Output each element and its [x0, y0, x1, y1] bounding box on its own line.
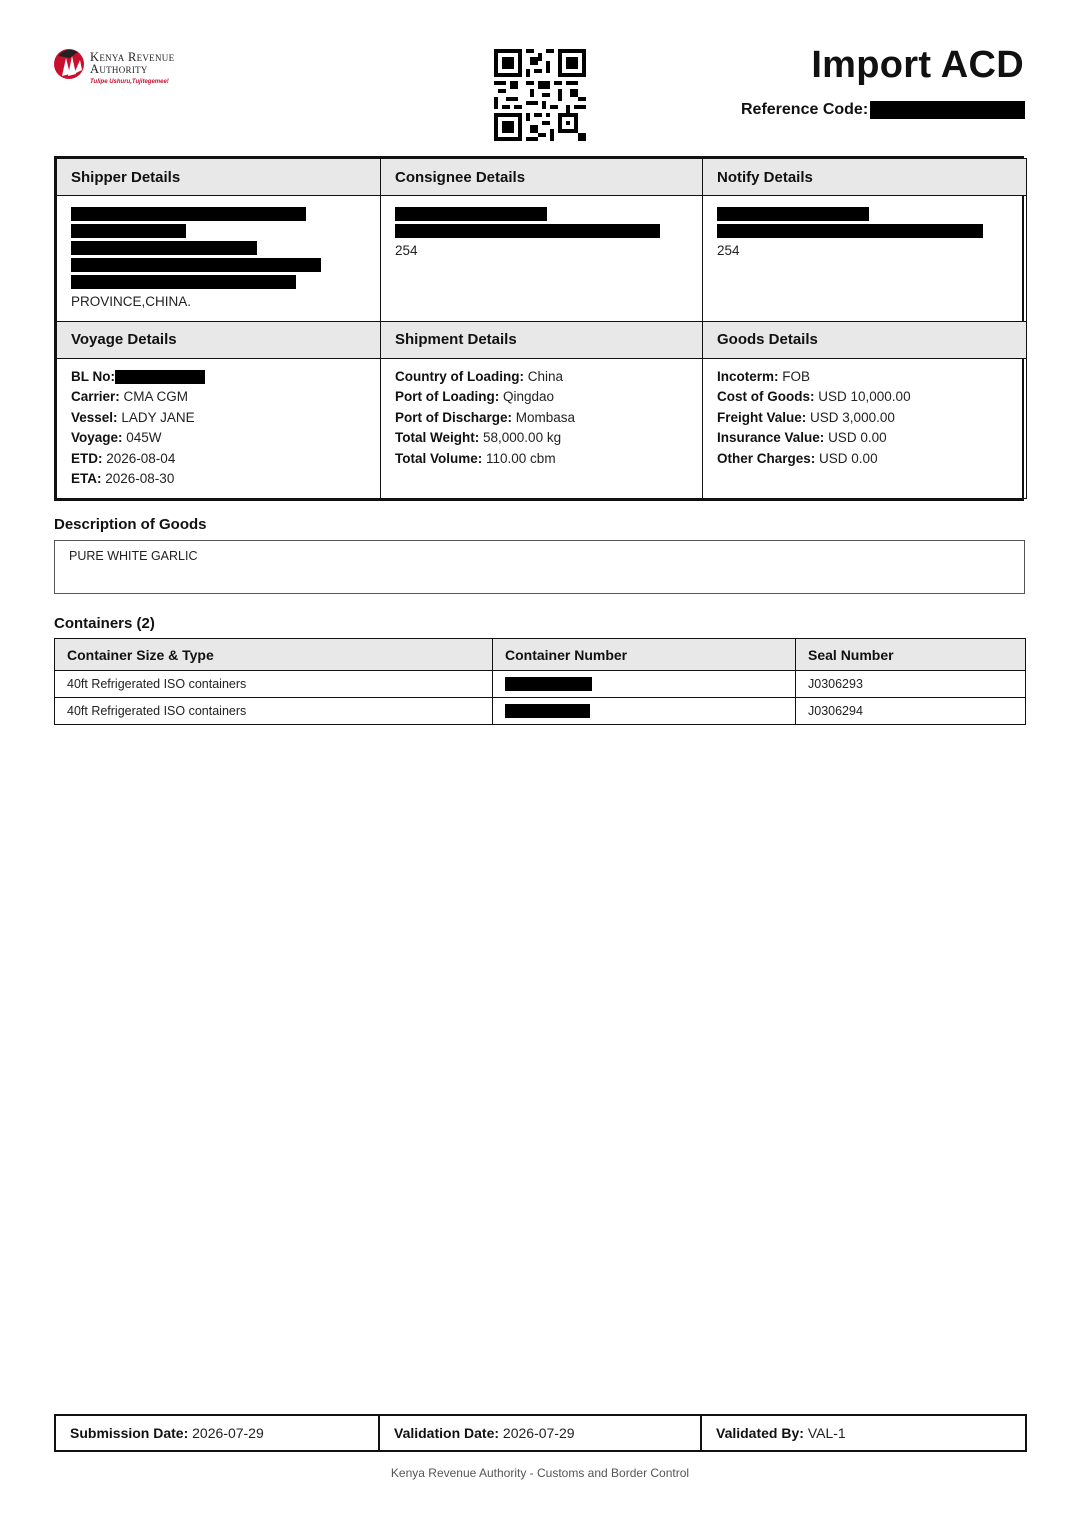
redacted-shipper-line [71, 224, 186, 238]
shipper-province: PROVINCE,CHINA. [71, 294, 192, 309]
incoterm: Incoterm: FOB [717, 368, 811, 384]
table-row [55, 671, 1026, 698]
total-weight: Total Weight: 58,000.00 kg [395, 430, 562, 445]
other-charges: Other Charges: USD 0.00 [717, 450, 878, 466]
shipment-heading: Shipment Details [381, 321, 703, 358]
voyage-details [57, 358, 381, 498]
bl-number: BL No: [71, 367, 366, 388]
notify-heading: Notify Details [703, 159, 1027, 196]
container-number [493, 671, 796, 698]
description-box [54, 540, 1025, 594]
redacted-consignee-line [395, 224, 660, 238]
consignee-details [381, 196, 703, 322]
table-row [55, 698, 1026, 725]
consignee-heading: Consignee Details [381, 159, 703, 196]
notify-details [703, 196, 1027, 322]
description-label: Description of Goods [54, 516, 207, 533]
freight-value: Freight Value: USD 3,000.00 [717, 409, 895, 425]
goods-details [703, 358, 1027, 498]
redacted-shipper-line [71, 258, 321, 272]
seal-number: J0306293 [796, 671, 1026, 698]
voyage-number: Voyage: 045W [71, 430, 162, 445]
reference-code-redacted [870, 101, 1025, 119]
vessel: Vessel: LADY JANE [71, 409, 195, 425]
details-grid [54, 156, 1024, 501]
redacted-notify-line [717, 207, 869, 221]
validation-footer [54, 1414, 1027, 1452]
organization-footer: Kenya Revenue Authority - Customs and Border Control [390, 1466, 690, 1480]
validated-by: Validated By: VAL-1 [701, 1415, 1026, 1451]
document-title: Import ACD [811, 44, 1024, 86]
carrier: Carrier: CMA CGM [71, 389, 189, 404]
etd: ETD: 2026-08-04 [71, 450, 176, 466]
redacted-bl [115, 370, 205, 384]
qr-code [494, 49, 586, 141]
seal-number: J0306294 [796, 698, 1026, 725]
redacted-notify-line [717, 224, 983, 238]
container-number [493, 698, 796, 725]
redacted-shipper-line [71, 275, 296, 289]
port-of-loading: Port of Loading: Qingdao [395, 389, 555, 404]
total-volume: Total Volume: 110.00 cbm [395, 450, 556, 466]
col-seal-number: Seal Number [796, 639, 1026, 671]
cost-of-goods: Cost of Goods: USD 10,000.00 [717, 389, 911, 404]
col-container-type: Container Size & Type [55, 639, 493, 671]
redacted-container-number [505, 677, 592, 691]
reference-code-label: Reference Code: [741, 101, 869, 118]
submission-date: Submission Date: 2026-07-29 [55, 1415, 379, 1451]
kra-bird-icon [52, 44, 88, 84]
containers-table [54, 638, 1026, 725]
notify-phone: 254 [717, 243, 740, 258]
redacted-shipper-line [71, 207, 306, 221]
col-container-number: Container Number [493, 639, 796, 671]
redacted-container-number [505, 704, 590, 718]
validation-date: Validation Date: 2026-07-29 [379, 1415, 701, 1451]
description-text: PURE WHITE GARLIC [69, 549, 198, 563]
voyage-heading: Voyage Details [57, 321, 381, 358]
shipper-heading: Shipper Details [57, 159, 381, 196]
redacted-shipper-line [71, 241, 257, 255]
redacted-consignee-line [395, 207, 547, 221]
insurance-value: Insurance Value: USD 0.00 [717, 430, 887, 445]
eta: ETA: 2026-08-30 [71, 471, 175, 486]
container-type: 40ft Refrigerated ISO containers [55, 671, 493, 698]
containers-label: Containers (2) [54, 615, 155, 632]
kra-logo [52, 44, 212, 92]
country-of-loading: Country of Loading: China [395, 368, 564, 384]
shipper-details [57, 196, 381, 322]
goods-heading: Goods Details [703, 321, 1027, 358]
shipment-details [381, 358, 703, 498]
port-of-discharge: Port of Discharge: Mombasa [395, 409, 576, 425]
logo-line1: Kenya Revenue [90, 50, 175, 64]
logo-line2: Authority [90, 62, 148, 76]
container-type: 40ft Refrigerated ISO containers [55, 698, 493, 725]
consignee-phone: 254 [395, 243, 418, 258]
logo-tagline: Tulipe Ushuru,Tujitegemee! [90, 79, 169, 85]
